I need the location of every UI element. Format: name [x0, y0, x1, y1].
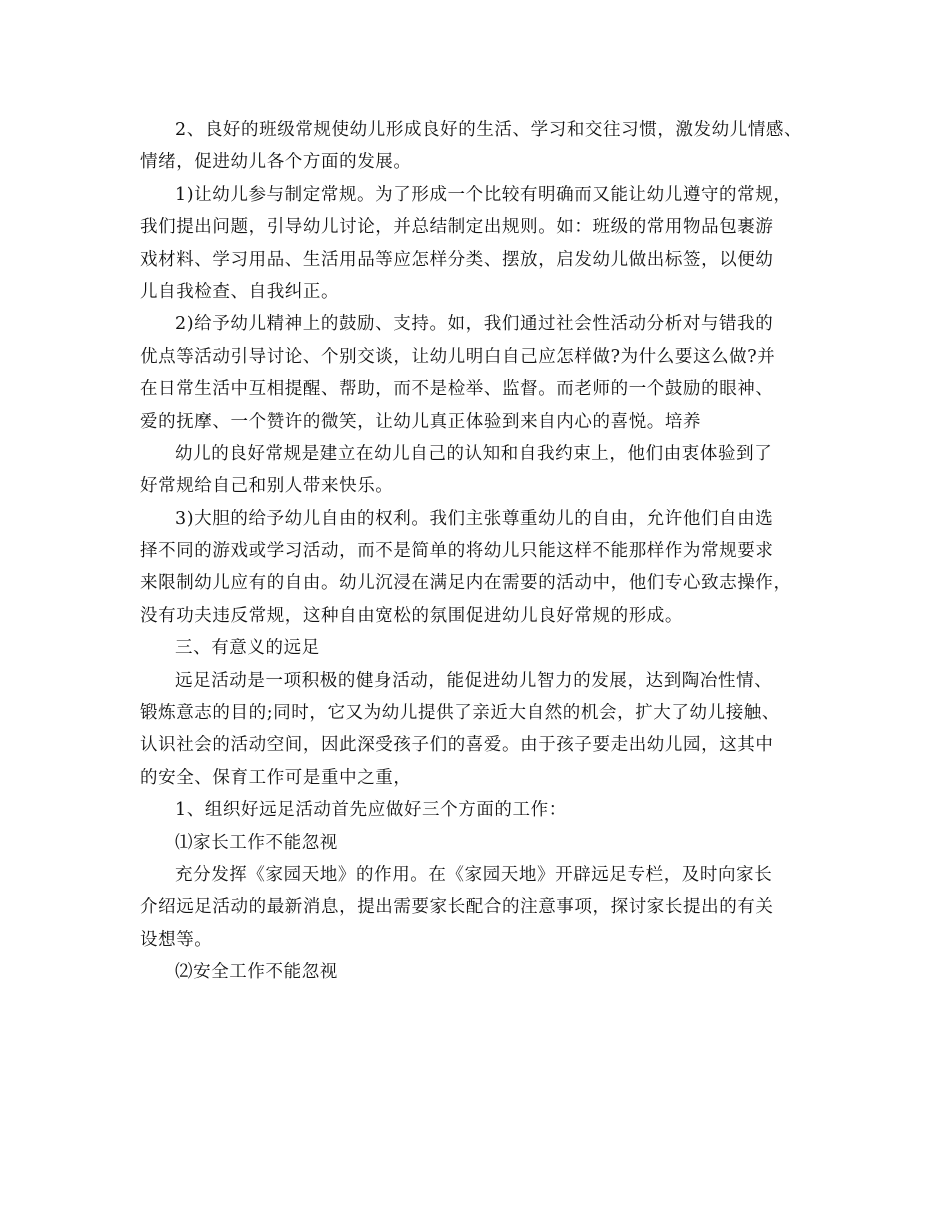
text-line: 介绍远足活动的最新消息，提出需要家长配合的注意事项，探讨家长提出的有关 — [140, 897, 774, 918]
text-line: 3)大胆的给予幼儿自由的权利。我们主张尊重幼儿的自由，允许他们自由选 — [175, 508, 774, 529]
text-line: 择不同的游戏或学习活动，而不是简单的将幼儿只能这样不能那样作为常规要求 — [140, 541, 774, 562]
subheading-safety — [140, 956, 820, 988]
document-body — [140, 114, 820, 989]
text-line: 儿自我检查、自我纠正。 — [140, 281, 340, 302]
text-line: 我们提出问题，引导幼儿讨论，并总结制定出规则。如：班级的常用物品包裹游 — [140, 217, 774, 238]
text-line: 爱的抚摩、一个赞许的微笑，让幼儿真正体验到来自内心的喜悦。培养 — [140, 411, 702, 432]
text-line: ⑵安全工作不能忽视 — [175, 962, 338, 983]
section-heading — [140, 632, 820, 664]
text-line: ⑴家长工作不能忽视 — [175, 832, 338, 853]
text-line: 没有功夫违反常规，这种自由宽松的氛围促进幼儿良好常规的形成。 — [140, 605, 683, 626]
paragraph-1 — [140, 114, 820, 179]
text-line: 戏材料、学习用品、生活用品等应怎样分类、摆放，启发幼儿做出标签，以便幼 — [140, 249, 774, 270]
paragraph-2 — [140, 179, 820, 309]
text-line: 三、有意义的远足 — [175, 638, 320, 659]
text-line: 锻炼意志的目的;同时，它又为幼儿提供了亲近大自然的机会，扩大了幼儿接触、 — [140, 703, 780, 724]
text-line: 1、组织好远足活动首先应做好三个方面的工作： — [175, 800, 567, 821]
text-line: 来限制幼儿应有的自由。幼儿沉浸在满足内在需要的活动中，他们专心致志操作， — [140, 573, 792, 594]
paragraph-10 — [140, 859, 820, 956]
subheading-parents — [140, 827, 820, 859]
paragraph-5 — [140, 503, 820, 633]
text-line: 优点等活动引导讨论、个别交谈，让幼儿明白自己应怎样做?为什么要这么做?并 — [140, 346, 776, 367]
text-line: 好常规给自己和别人带来快乐。 — [140, 476, 394, 497]
paragraph-3 — [140, 308, 820, 438]
text-line: 在日常生活中互相提醒、帮助，而不是检举、监督。而老师的一个鼓励的眼神、 — [140, 379, 774, 400]
text-line: 2、良好的班级常规使幼儿形成良好的生活、学习和交往习惯，激发幼儿情感、 — [175, 120, 803, 140]
text-line: 认识社会的活动空间，因此深受孩子们的喜爱。由于孩子要走出幼儿园，这其中 — [140, 735, 774, 756]
text-line: 2)给予幼儿精神上的鼓励、支持。如，我们通过社会性活动分析对与错我的 — [175, 314, 774, 335]
paragraph-7 — [140, 665, 820, 795]
text-line: 1)让幼儿参与制定常规。为了形成一个比较有明确而又能让幼儿遵守的常规， — [175, 184, 792, 205]
text-line: 的安全、保育工作可是重中之重， — [140, 767, 412, 788]
paragraph-4 — [140, 438, 820, 503]
text-line: 设想等。 — [140, 929, 213, 950]
text-line: 情绪，促进幼儿各个方面的发展。 — [140, 152, 412, 173]
text-line: 远足活动是一项积极的健身活动，能促进幼儿智力的发展，达到陶冶性情、 — [175, 670, 773, 691]
paragraph-8 — [140, 794, 820, 826]
text-line: 充分发挥《家园天地》的作用。在《家园天地》开辟远足专栏，及时向家长 — [175, 864, 773, 885]
text-line: 幼儿的良好常规是建立在幼儿自己的认知和自我约束上，他们由衷体验到了 — [175, 443, 773, 464]
